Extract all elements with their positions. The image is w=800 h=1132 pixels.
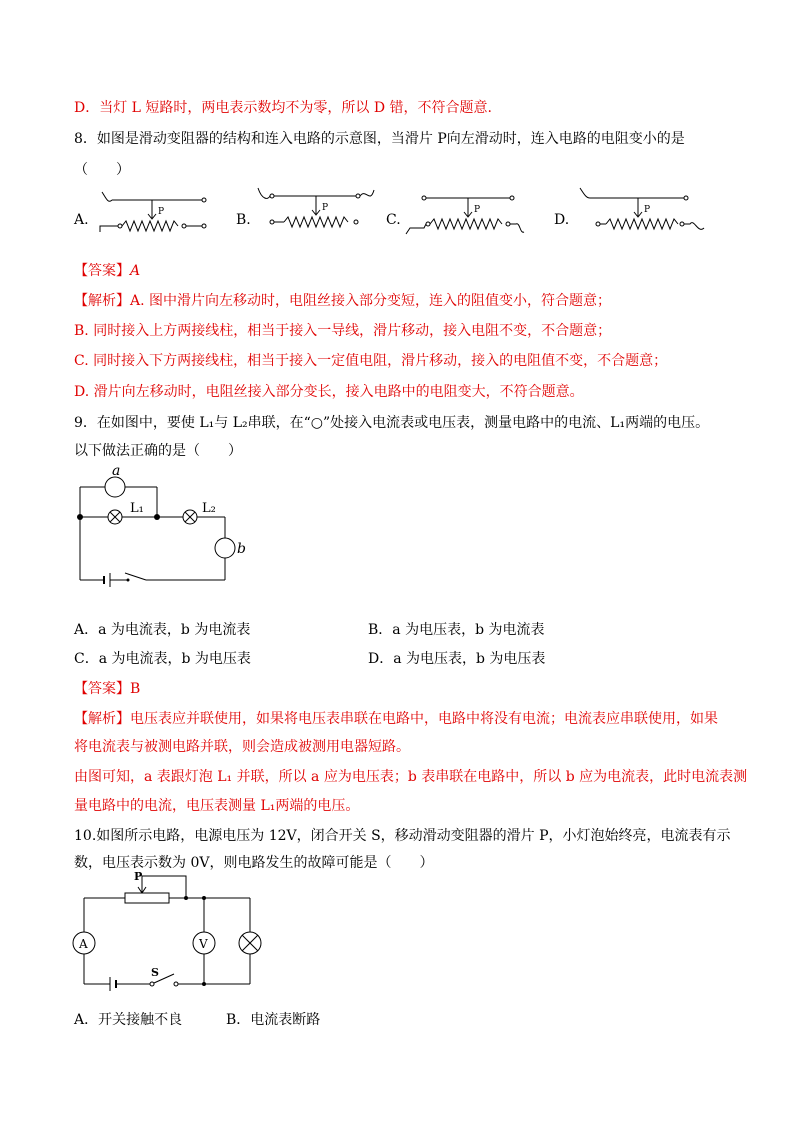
q10-switch-label: S [151, 966, 159, 979]
q8-analysis-line-1 [74, 291, 611, 311]
q8-rheostat-diagram-b [254, 184, 379, 236]
q8-analysis-1: A. 图中滑片向左移动时，电阻丝接入部分变短，连入的阻值变小，符合题意； [130, 293, 612, 309]
q8-option-c-label: C. [386, 212, 401, 228]
q9-option-a: A．a 为电流表，b 为电流表 [74, 622, 251, 638]
q8-answer: A [130, 263, 141, 279]
q8-analysis-4: D. 滑片向左移动时，电阻丝接入部分变长，接入电路中的电阻变大，不符合题意。 [74, 384, 584, 400]
q8-option-b-label: B. [236, 212, 251, 228]
q9-analysis-2: 将电流表与被测电路并联，则会造成被测用电器短路。 [74, 739, 410, 755]
q8-option-d-label: D. [554, 212, 570, 228]
q10-circuit-diagram [70, 866, 280, 1001]
q9-option-c: C．a 为电流表，b 为电压表 [74, 651, 251, 667]
q8-analysis-tag: 【解析】 [74, 293, 130, 309]
q8-rheostat-diagram-a [92, 188, 222, 240]
q8-stem: 8．如图是滑动变阻器的结构和连入电路的示意图，当滑片 P向左滑动时，连入电路的电阻变小的是 [74, 131, 685, 147]
q9-answer-tag: 【答案】 [74, 681, 130, 697]
q9-analysis-4: 量电路中的电流，电压表测量 L₁两端的电压。 [74, 798, 360, 814]
q8-option-a-label: A. [74, 212, 89, 228]
q9-analysis-line-1 [74, 709, 718, 729]
q10-option-a: A．开关接触不良 [74, 1012, 183, 1028]
q10-stem-1: 10.如图所示电路，电源电压为 12V，闭合开关 S，移动滑动变阻器的滑片 P，小灯泡始终亮，电流表有示 [74, 828, 731, 844]
q9-label-L2: L₂ [202, 501, 216, 516]
q8-analysis-3: C. 同时接入下方两接线柱，相当于接入一定值电阻，滑片移动，接入的电阻值不变，不合题意； [74, 353, 668, 369]
q9-label-a: a [112, 463, 121, 479]
q8-rheostat-diagram-c [402, 186, 532, 238]
q10-ammeter-label: A [79, 937, 88, 951]
q10-stem-2: 数，电压表示数为 0V，则电路发生的故障可能是（ ） [74, 855, 434, 871]
q8-slider-label-a: P [158, 207, 165, 217]
q9-label-b: b [237, 541, 246, 557]
q8-slider-label-d: P [644, 205, 651, 215]
q9-analysis-3: 由图可知，a 表跟灯泡 L₁ 并联，所以 a 应为电压表；b 表串联在电路中，所以 b 应为电流表，此时电流表测 [74, 769, 748, 785]
q8-rheostat-diagram-d [576, 184, 711, 236]
q10-option-b: B．电流表断路 [226, 1012, 321, 1028]
q8-slider-label-b: P [322, 203, 329, 213]
q9-option-b: B．a 为电压表，b 为电流表 [368, 622, 545, 638]
q9-stem-2: 以下做法正确的是（ ） [74, 443, 242, 459]
q9-stem-1: 9．在如图中，要使 L₁与 L₂串联，在“○”处接入电流表或电压表，测量电路中的电流、L₁两端的电压。 [74, 415, 710, 431]
q9-analysis-1: 电压表应并联使用，如果将电压表串联在电路中，电路中将没有电流；电流表应串联使用，如果 [130, 711, 718, 727]
q8-blank: （ ） [74, 162, 130, 178]
q7-option-d-explanation: D．当灯 L 短路时，两电表示数均不为零，所以 D 错，不符合题意. [74, 100, 492, 116]
q9-answer-line [74, 679, 140, 699]
q9-answer: B [130, 681, 141, 697]
q8-answer-tag: 【答案】 [74, 263, 130, 279]
q8-answer-line [74, 261, 140, 281]
q9-label-L1: L₁ [130, 501, 144, 516]
q8-slider-label-c: P [474, 205, 481, 215]
q10-label-P: P [134, 870, 143, 883]
q10-voltmeter-label: V [199, 937, 208, 951]
q8-analysis-2: B. 同时接入上方两接线柱，相当于接入一导线，滑片移动，接入电阻不变，不合题意； [74, 323, 612, 339]
q9-circuit-diagram [70, 460, 250, 590]
q9-option-d: D．a 为电压表，b 为电压表 [368, 651, 546, 667]
q9-analysis-tag: 【解析】 [74, 711, 130, 727]
